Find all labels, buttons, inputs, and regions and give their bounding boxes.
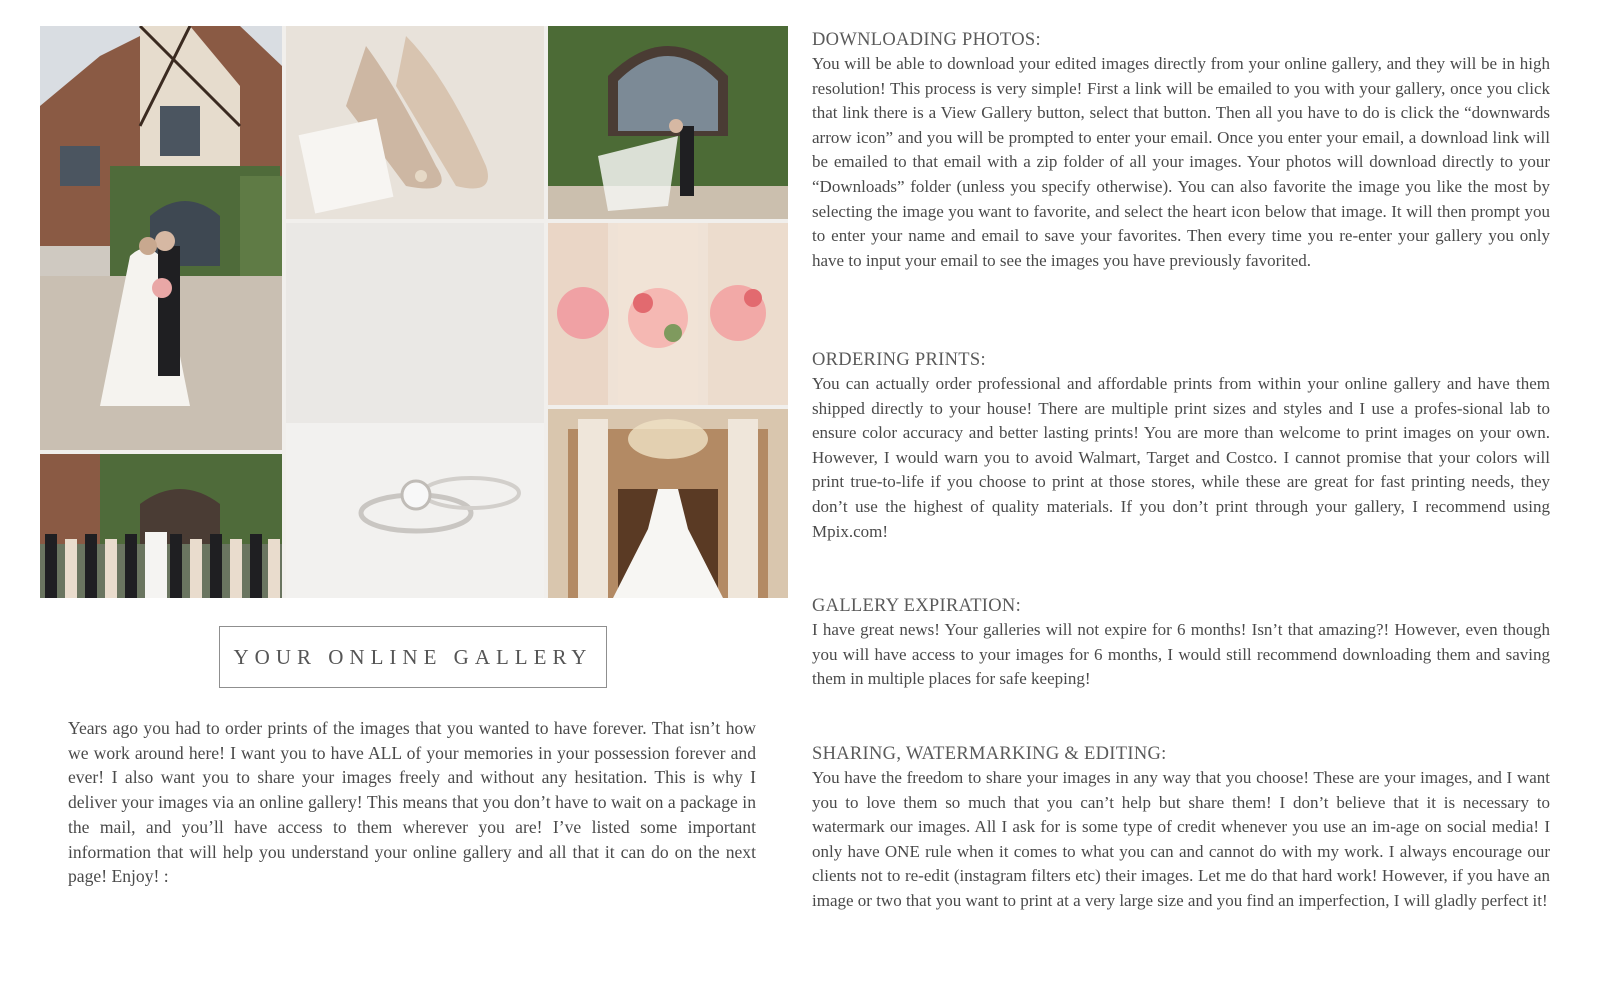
bridesmaids-bouquets-photo <box>548 223 788 405</box>
section-body: You have the freedom to share your images in any way that you choose! These are your images, and I want you to love them so much that you can’t help but share them! I don’t believe that it is necessary to watermark our images. All I ask for is some type of credit whenever you use an im-age on social media! I only have ONE rule when it comes to what you can and cannot do with my work. I always encourage our clients not to re-edit (instagram filters etc) their images. Let me do that hard work! However, if you have an image or two that you want to print at a very large size and you find an imperfection, I will gladly perfect it! <box>812 768 1550 910</box>
section-heading: GALLERY EXPIRATION: <box>812 596 1022 616</box>
section-heading: DOWNLOADING PHOTOS: <box>812 30 1041 50</box>
gallery-title-box <box>219 626 607 688</box>
dress-hanging-photo <box>548 409 788 598</box>
sharing-watermarking-section <box>812 742 1550 914</box>
downloading-photos-section <box>812 28 1550 273</box>
ordering-prints-section <box>812 348 1550 544</box>
section-body: I have great news! Your galleries will not expire for 6 months! Isn’t that amazing?! However, even though you will have access to your images for 6 months, I would still recommend downloading them and saving them in multiple places for safe keeping! <box>812 620 1550 689</box>
gallery-title: YOUR ONLINE GALLERY <box>233 644 593 669</box>
bridal-party-photo <box>40 454 282 598</box>
couple-at-manor-photo <box>40 26 282 450</box>
section-heading: SHARING, WATERMARKING & EDITING: <box>812 744 1167 764</box>
section-heading: ORDERING PRINTS: <box>812 350 986 370</box>
couple-at-window-photo <box>548 26 788 219</box>
wedding-shoes-photo <box>286 26 544 219</box>
section-body: You can actually order professional and affordable prints from within your online gallery and have them shipped directly to your house! There are multiple print sizes and styles and I use a profes-sional lab to ensure color accuracy and better lasting prints! You are more than welcome to print images on your own. However, I would warn you to avoid Walmart, Target and Costco. I cannot promise that your colors will print true-to-life if you choose to print at those stores, while these are great for fast printing needs, they don’t use the highest of quality materials. If you don’t print through your gallery, I recommend using Mpix.com! <box>812 374 1550 541</box>
section-body: You will be able to download your edited images directly from your online gallery, and they will be in high resolution! This process is very simple! First a link will be emailed to you with your gallery, once you click that link there is a View Gallery button, select that button. Then all you have to do is click the “downwards arrow icon” and you will be prompted to enter your email. Once you enter your email, a download link will be emailed to that email with a zip folder of all your images. Your photos will download directly to your “Downloads” folder (unless you specify otherwise). You can also favorite the image you like the most by selecting the image you want to favorite, and select the heart icon below that image. It will then prompt you to enter your name and email to save your favorites. Then every time you re-enter your gallery you only have to input your email to see the images you have previously favorited. <box>812 54 1550 270</box>
rings-photo <box>286 223 544 598</box>
intro-paragraph: Years ago you had to order prints of the images that you wanted to have forever. That isn’t how we work around here! I want you to have ALL of your memories in your possession forever and ever! I also want you to share your images freely and without any hesitation. This is why I deliver your images via an online gallery! This means that you don’t have to wait on a package in the mail, and you’ll have access to them wherever you are! I’ve listed some important information that will help you understand your online gallery and all that it can do on the next page! Enjoy! : <box>68 718 756 887</box>
photo-collage <box>40 26 788 598</box>
gallery-expiration-section <box>812 594 1550 692</box>
